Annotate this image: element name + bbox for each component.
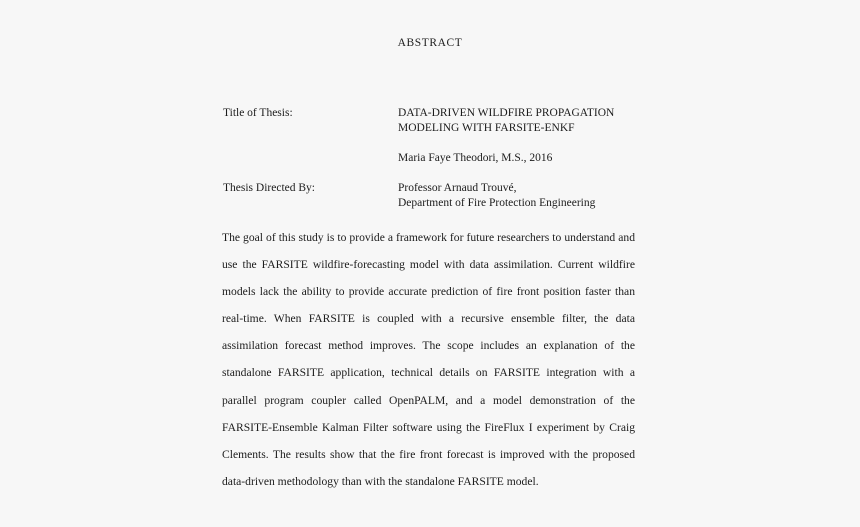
metadata-row-title <box>223 106 643 136</box>
metadata-row-author <box>223 151 643 166</box>
abstract-body-paragraph: The goal of this study is to provide a framework for future researchers to understand and use the FARSITE wildfire-forecasting model with data assimilation. Current wildfire models lack the ability to provide accurate prediction of fire front position faster than real-time. When FARSITE is coupled with a recursive ensemble filter, the data assimilation forecast method improves. The scope includes an explanation of the standalone FARSITE application, technical details on FARSITE integration with a parallel program coupler called OpenPALM, and a model demonstration of the FARSITE-Ensemble Kalman Filter software using the FireFlux I experiment by Craig Clements. The results show that the fire front forecast is improved with the proposed data-driven methodology than with the standalone FARSITE model. <box>222 231 635 488</box>
advisor-department: Department of Fire Protection Engineering <box>398 197 596 209</box>
advisor-name: Professor Arnaud Trouvé, <box>398 182 517 194</box>
metadata-row-advisor <box>223 181 643 211</box>
thesis-metadata <box>223 106 643 211</box>
thesis-title-line-2: MODELING WITH FARSITE-ENKF <box>398 122 575 134</box>
author-value <box>398 151 643 166</box>
title-of-thesis-value <box>398 106 643 136</box>
author-name-degree-year: Maria Faye Theodori, M.S., 2016 <box>398 152 553 164</box>
thesis-directed-by-value <box>398 181 643 211</box>
thesis-directed-by-label: Thesis Directed By: <box>223 182 315 194</box>
title-of-thesis-label: Title of Thesis: <box>223 107 293 119</box>
page-title: ABSTRACT <box>397 37 463 49</box>
thesis-title-line-1: DATA-DRIVEN WILDFIRE PROPAGATION <box>398 107 615 119</box>
